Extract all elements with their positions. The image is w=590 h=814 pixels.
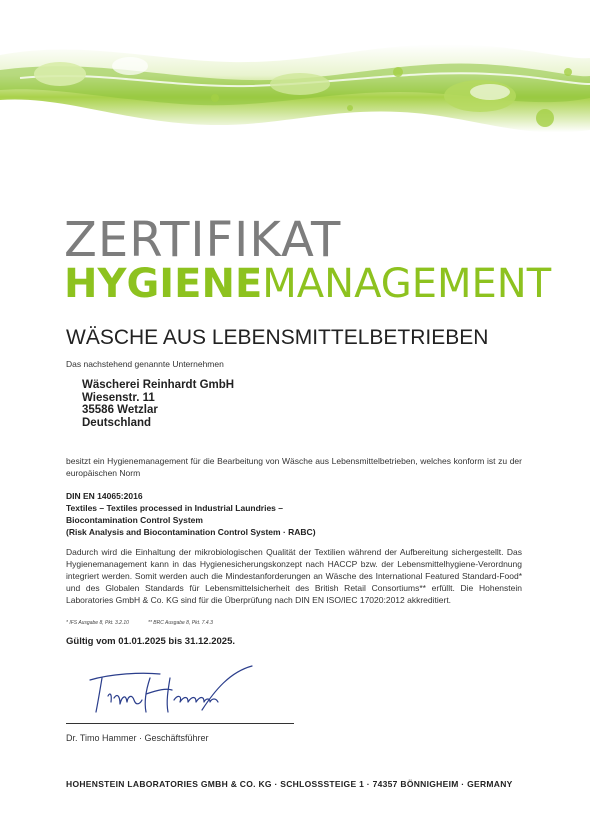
footnote-ifs: * IFS Ausgabe 8, Pkt. 3.2.10 (66, 620, 129, 626)
norm-title-line2: Biocontamination Control System (66, 515, 203, 525)
subject-bold-part: HYGIENE (64, 261, 263, 307)
body-text: Dadurch wird die Einhaltung der mikrobiologischen Qualität der Textilien während der Aufbereitung sichergestellt. Das Hygienemanagement kann in das Hygienesicherungskonzept nach HACCP bzw. der Lebensmittelhygiene-Verordnung integriert werden. Somit werden auch die Mindestanforderungen an Wäsche des International Featured Standard-Food* und des Globalen Standards für Lebensmittelsicherheit des British Retail Consortiums** erfüllt. Die Hohenstein Laboratories GmbH & Co. KG sind für die Überprüfung nach DIN EN ISO/IEC 17020:2012 akkreditiert. (66, 547, 522, 605)
company-name: Wäscherei Reinhardt GmbH (82, 379, 235, 391)
norm-number: DIN EN 14065:2016 (66, 491, 143, 501)
water-splash-banner (0, 0, 590, 175)
company-street: Wiesenstr. 11 (82, 391, 155, 404)
company-country: Deutschland (82, 416, 152, 429)
conformity-statement: besitzt ein Hygienemanagement für die Bearbeitung von Wäsche aus Lebensmittelbetrieben, welches konform ist zu der europäischen Norm (66, 456, 522, 478)
norm-title-line3: (Risk Analysis and Biocontamination Control System · RABC) (66, 527, 316, 537)
certificate-subject (64, 262, 551, 306)
signature-line (66, 723, 294, 724)
norm-title-line1: Textiles – Textiles processed in Industrial Laundries – (66, 503, 283, 513)
signer-name: Dr. Timo Hammer · Geschäftsführer (66, 733, 209, 743)
validity-period: Gültig vom 01.01.2025 bis 31.12.2025. (66, 636, 235, 647)
company-address (82, 379, 234, 429)
norm-block (66, 490, 316, 538)
subject-regular-part: MANAGEMENT (262, 261, 552, 307)
handwritten-signature (80, 660, 260, 718)
footnote-brc: ** BRC Ausgabe 8, Pkt. 7.4.3 (148, 620, 213, 626)
certificate-scope: WÄSCHE AUS LEBENSMITTELBETRIEBEN (66, 326, 489, 349)
company-city: 35586 Wetzlar (82, 404, 158, 416)
intro-text: Das nachstehend genannte Unternehmen (66, 359, 224, 369)
issuer-footer: HOHENSTEIN LABORATORIES GMBH & CO. KG · SCHLOSSSTEIGE 1 · 74357 BÖNNIGHEIM · GERMANY (66, 779, 513, 789)
certificate-title: ZERTIFIKAT (64, 212, 342, 268)
